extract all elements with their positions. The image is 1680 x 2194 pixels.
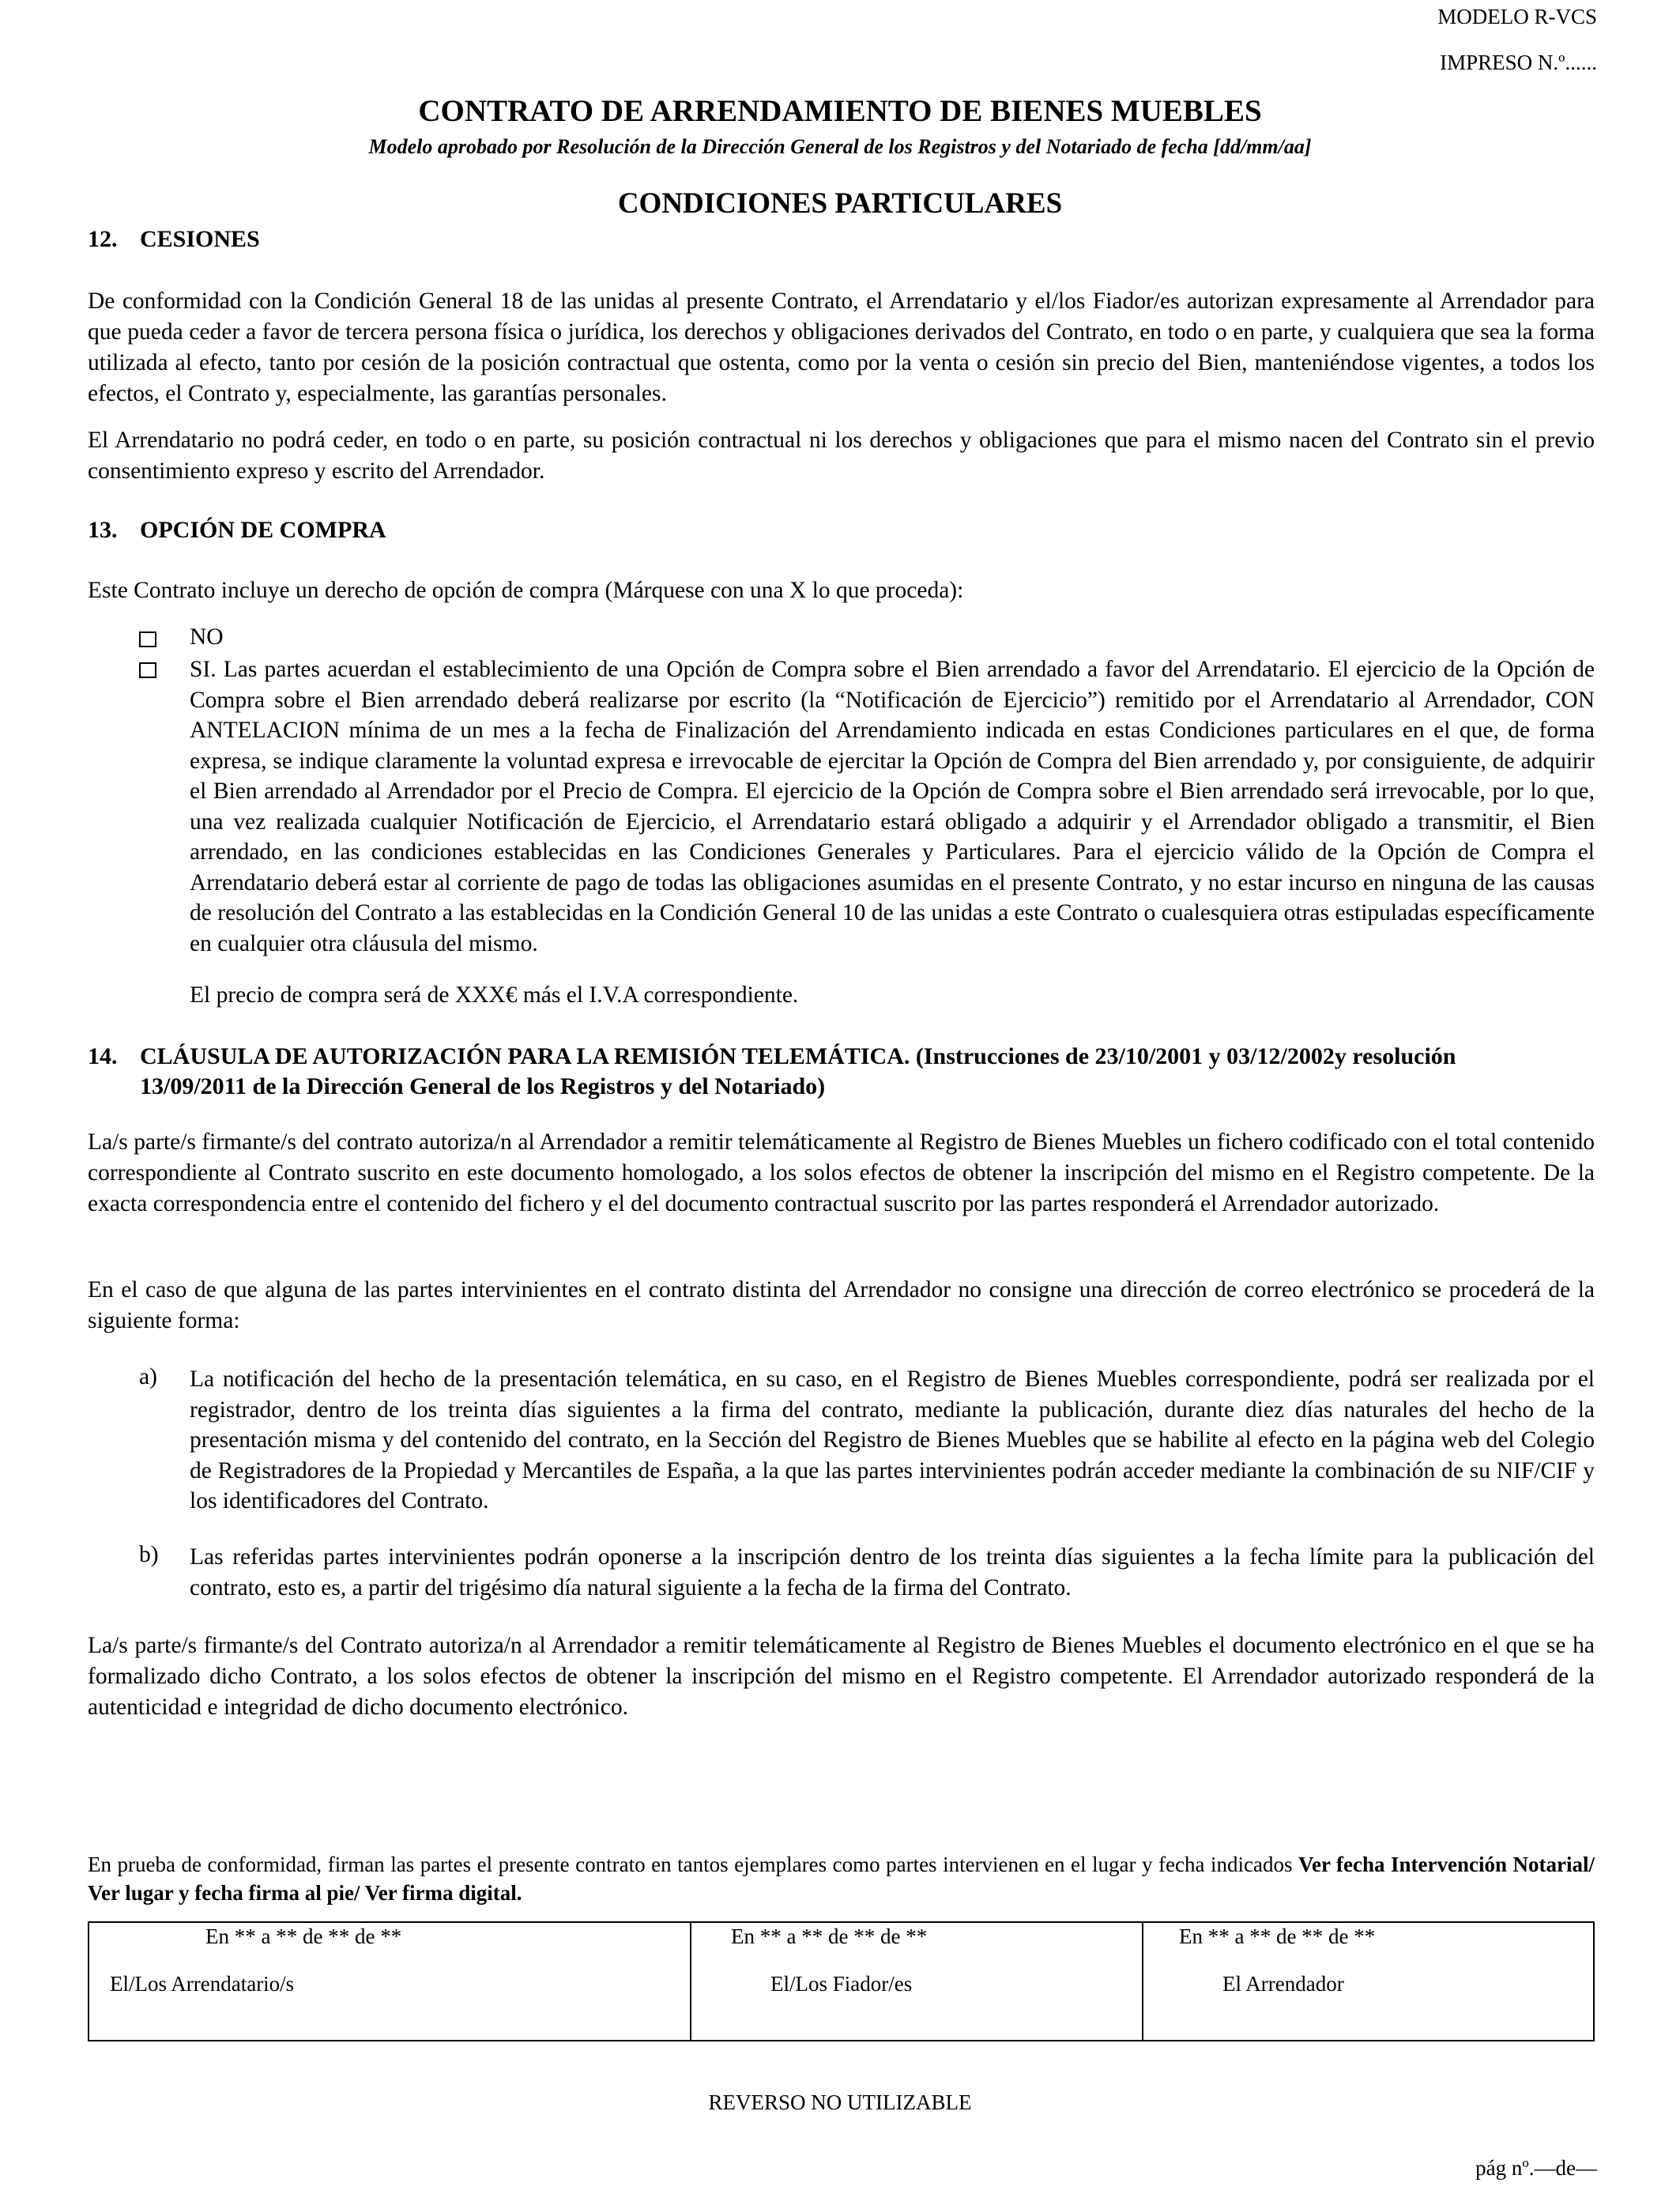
section-number: 13.	[88, 517, 118, 543]
conditions-title: CONDICIONES PARTICULARES	[617, 187, 1063, 220]
section-13-intro: Este Contrato incluye un derecho de opción de compra (Márquese con una X lo que proceda):	[88, 578, 964, 603]
signature-party: El Arrendador	[1222, 1972, 1344, 1996]
section-title-line-2: 13/09/2011 de la Dirección General de los Registros y del Notariado)	[140, 1073, 826, 1099]
section-title: OPCIÓN DE COMPRA	[140, 517, 386, 543]
page-number: pág nº.—de—	[1475, 2156, 1597, 2180]
section-14-paragraph-1: La/s parte/s firmante/s del contrato autoriza/n al Arrendador a remitir telemáticamente al Registro de Bienes Muebles un fichero codificado con el total contenido correspondiente al Contrato suscrito en este documento homologado, a los solos efectos de obtener la inscripción del mismo en el Registro competente. De la exacta correspondencia entre el contenido del fichero y el del documento contractual suscrito por las partes responderá el Arrendador autorizado.	[88, 1129, 1595, 1216]
checkbox-no[interactable]	[139, 631, 156, 647]
section-14-heading	[88, 1042, 1605, 1102]
option-no-label: NO	[190, 624, 224, 650]
signature-party: El/Los Arrendatario/s	[110, 1972, 295, 1996]
section-title-line-1: CLÁUSULA DE AUTORIZACIÓN PARA LA REMISIÓN TELEMÁTICA. (Instrucciones de 23/10/2001 y 03/12/2002y resolución	[140, 1043, 1456, 1069]
signature-cell-lessee[interactable]	[89, 1922, 691, 2041]
document-subtitle: Modelo aprobado por Resolución de la Dirección General de los Registros y del Notariado de fecha [dd/mm/aa]	[368, 135, 1312, 158]
signature-date: En ** a ** de ** de **	[1179, 1924, 1376, 1948]
printed-number: IMPRESO N.º......	[1440, 51, 1597, 74]
section-title: CESIONES	[140, 226, 260, 252]
item-b-marker: b)	[139, 1542, 159, 1567]
document-title: CONTRATO DE ARRENDAMIENTO DE BIENES MUEBLES	[418, 94, 1262, 128]
purchase-price: El precio de compra será de XXX€ más el I.V.A correspondiente.	[190, 982, 799, 1008]
section-12-paragraph-1: De conformidad con la Condición General 18 de las unidas al presente Contrato, el Arrendatario y el/los Fiador/es autorizan expresamente al Arrendador para que pueda ceder a favor de tercera persona física o jurídica, los derechos y obligaciones derivados del Contrato, en todo o en parte, y cualquiera que sea la forma utilizada al efecto, tanto por cesión de la posición contractual que ostenta, como por la venta o cesión sin precio del Bien, manteniéndose vigentes, a todos los efectos, el Contrato y, especialmente, las garantías personales.	[88, 288, 1595, 406]
reverse-notice: REVERSO NO UTILIZABLE	[708, 2090, 972, 2114]
item-a-marker: a)	[139, 1364, 157, 1389]
signature-cell-guarantor[interactable]	[691, 1922, 1143, 2041]
checkbox-si[interactable]	[139, 662, 156, 678]
section-number: 14.	[88, 1043, 118, 1069]
signature-table	[88, 1921, 1595, 2041]
item-a-text: La notificación del hecho de la presentación telemática, en su caso, en el Registro de Bienes Muebles correspondiente, podrá ser realizada por el registrador, dentro de los treinta días siguientes a la firma del contrato, mediante la publicación, durante diez días naturales del hecho de la presentación misma y del contenido del contrato, en la Sección del Registro de Bienes Muebles que se habilite al efecto en la página web del Colegio de Registradores de la Propiedad y Mercantiles de España, a la que las partes intervinientes podrán acceder mediante la combinación de su NIF/CIF y los identificadores del Contrato.	[190, 1367, 1595, 1514]
section-14-paragraph-3: La/s parte/s firmante/s del Contrato autoriza/n al Arrendador a remitir telemáticamente al Registro de Bienes Muebles el documento electrónico en el que se ha formalizado dicho Contrato, a los solos efectos de obtener la inscripción del mismo en el Registro competente. El Arrendador autorizado responderá de la autenticidad e integridad de dicho documento electrónico.	[88, 1633, 1595, 1720]
signature-date: En ** a ** de ** de **	[205, 1924, 402, 1948]
signature-party: El/Los Fiador/es	[770, 1972, 913, 1996]
signature-intro	[88, 1850, 1595, 1907]
signature-intro-bold: Ver fecha Intervención Notarial/ Ver lugar y fecha firma al pie/ Ver firma digital.	[88, 1853, 1595, 1905]
section-12-paragraph-2: El Arrendatario no podrá ceder, en todo o en parte, su posición contractual ni los derechos y obligaciones que para el mismo nacen del Contrato sin el previo consentimiento expreso y escrito del Arrendador.	[88, 428, 1595, 484]
signature-date: En ** a ** de ** de **	[731, 1924, 928, 1948]
section-12-heading	[88, 226, 260, 253]
signature-intro-text: En prueba de conformidad, firman las partes el presente contrato en tantos ejemplares como partes intervienen en el lugar y fecha indicados	[88, 1853, 1299, 1876]
section-14-paragraph-2: En el caso de que alguna de las partes intervinientes en el contrato distinta del Arrendador no consigne una dirección de correo electrónico se procederá de la siguiente forma:	[88, 1277, 1595, 1333]
model-code: MODELO R-VCS	[1437, 5, 1597, 28]
section-number: 12.	[88, 226, 118, 252]
section-13-heading	[88, 517, 386, 544]
item-b-text: Las referidas partes intervinientes podrán oponerse a la inscripción dentro de los treinta días siguientes a la fecha límite para la publicación del contrato, esto es, a partir del trigésimo día natural siguiente a la fecha de la firma del Contrato.	[190, 1544, 1595, 1600]
signature-cell-lessor[interactable]	[1143, 1922, 1594, 2041]
option-si-text: SI. Las partes acuerdan el establecimiento de una Opción de Compra sobre el Bien arrendado a favor del Arrendatario. El ejercicio de la Opción de Compra sobre el Bien arrendado deberá realizarse por escrito (la “Notificación de Ejercicio”) remitido por el Arrendatario al Arrendador, CON ANTELACION mínima de un mes a la fecha de Finalización del Arrendamiento indicada en estas Condiciones particulares en el que, de forma expresa, se indique claramente la voluntad expresa e irrevocable de ejercitar la Opción de Compra del Bien arrendado y, por consiguiente, de adquirir el Bien arrendado al Arrendador por el Precio de Compra. El ejercicio de la Opción de Compra sobre el Bien arrendado será irrevocable, por lo que, una vez realizada cualquier Notificación de Ejercicio, el Arrendatario estará obligado a adquirir y el Arrendador obligado a transmitir, el Bien arrendado, en las condiciones establecidas en las Condiciones Generales y Particulares. Para el ejercicio válido de la Opción de Compra el Arrendatario deberá estar al corriente de pago de todas las obligaciones asumidas en el presente Contrato, y no estar incurso en ninguna de las causas de resolución del Contrato a las establecidas en la Condición General 10 de las unidas a este Contrato o cualesquiera otras estipuladas específicamente en cualquier otra cláusula del mismo.	[190, 657, 1595, 956]
